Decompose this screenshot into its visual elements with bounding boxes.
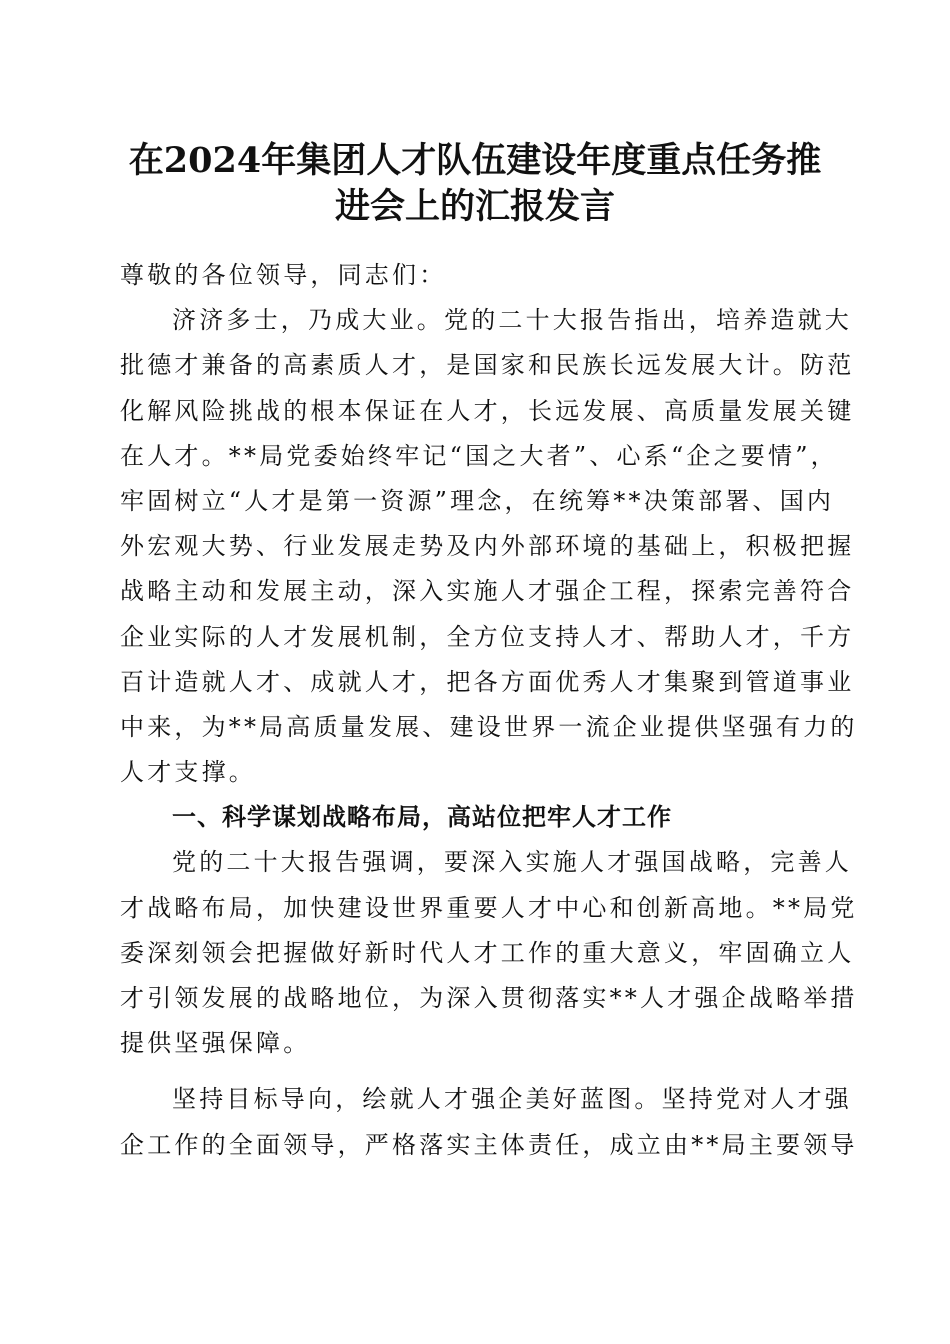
paragraph-line: 才引领发展的战略地位，为深入贯彻落实**人才强企战略举措 [120,984,858,1012]
document-title [100,138,850,230]
paragraph-line: 外宏观大势、行业发展走势及内外部环境的基础上，积极把握 [120,532,855,561]
section-heading: 一、科学谋划战略布局，高站位把牢人才工作 [172,803,672,832]
paragraph-line: 济济多士，乃成大业。党的二十大报告指出，培养造就大 [172,306,852,335]
paragraph-line: 才战略布局，加快建设世界重要人才中心和创新高地。**局党 [120,893,858,922]
paragraph-line: 化解风险挑战的根本保证在人才，长远发展、高质量发展关键 [120,396,855,425]
paragraph-line: 在人才。**局党委始终牢记“国之大者”、心系“企之要情”， [120,441,838,470]
paragraph-line: 企业实际的人才发展机制，全方位支持人才、帮助人才，千方 [120,622,855,651]
paragraph-line: 百计造就人才、成就人才，把各方面优秀人才集聚到管道事业 [120,667,855,696]
paragraph-goal [120,1077,858,1167]
paragraph-gap [120,1066,832,1077]
document-body [120,253,858,1168]
paragraph-line: 批德才兼备的高素质人才，是国家和民族长远发展大计。防范 [120,351,855,380]
paragraph-line: 企工作的全面领导，严格落实主体责任，成立由**局主要领导 [120,1130,858,1159]
paragraph-section1 [120,840,858,1066]
title-line: 在2024年集团人才队伍建设年度重点任务推 [128,140,822,181]
salutation: 尊敬的各位领导，同志们： [120,261,447,289]
paragraph-line: 坚持目标导向，绘就人才强企美好蓝图。坚持党对人才强 [172,1085,852,1114]
paragraph-line: 委深刻领会把握做好新时代人才工作的重大意义，牢固确立人 [120,938,855,967]
paragraph-line: 提供坚强保障。 [120,1029,311,1058]
paragraph-line: 中来，为**局高质量发展、建设世界一流企业提供坚强有力的 [120,712,858,741]
paragraph-line: 党的二十大报告强调，要深入实施人才强国战略，完善人 [172,848,852,877]
paragraph-line: 人才支撑。 [120,758,256,787]
paragraph-intro [120,298,858,795]
paragraph-line: 牢固树立“人才是第一资源”理念，在统筹**决策部署、国内 [120,486,835,515]
title-line: 进会上的汇报发言 [334,186,615,227]
paragraph-line: 战略主动和发展主动，深入实施人才强企工程，探索完善符合 [120,577,855,606]
